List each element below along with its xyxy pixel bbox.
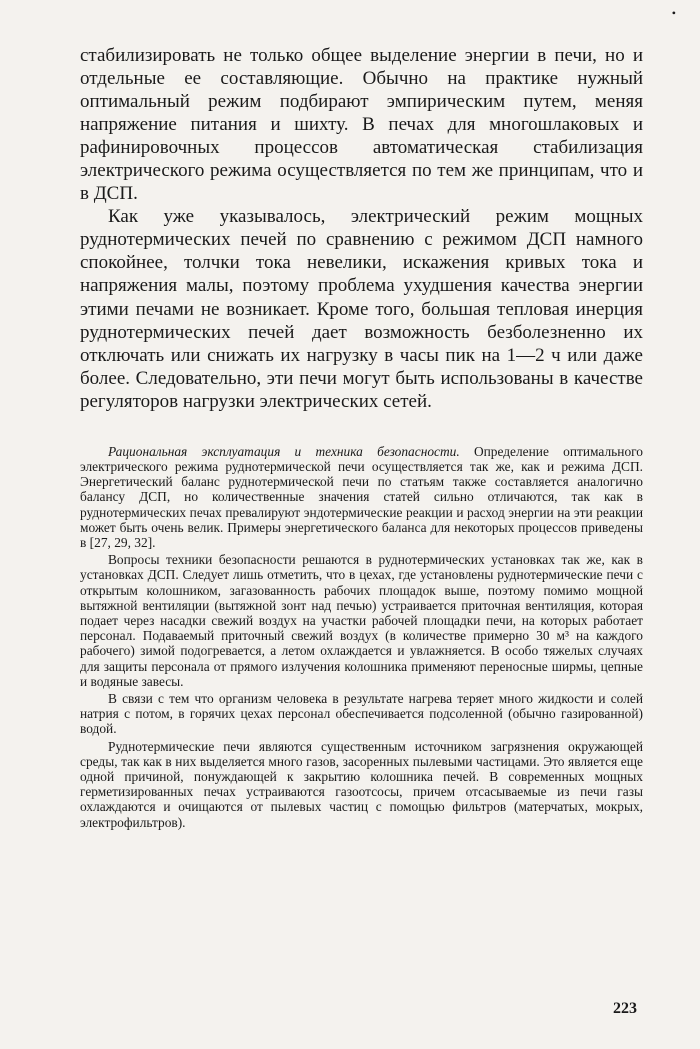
corner-mark: • <box>671 6 676 20</box>
paragraph-small-2: В связи с тем что организм человека в результате нагрева теряет много жидкости и солей натрия с потом, в горячих цехах персонал обеспечивается подсоленной (обычно газированной) водой. <box>80 691 643 737</box>
section-lead-paragraph <box>80 444 643 550</box>
page-number: 223 <box>613 1000 637 1017</box>
section-safety <box>80 444 643 830</box>
page-body <box>80 44 643 832</box>
section-heading: Рациональная эксплуатация и техника безопасности. <box>108 443 460 459</box>
paragraph-large-1: стабилизировать не только общее выделение энергии в печи, но и отдельные ее составляющие. Обычно на практике нужный оптимальный режим подбирают эмпирическим путем, меняя напряжение питания и шихту. В печах для многошлаковых и рафинировочных процессов автоматическая стабилизация электрического режима осуществляется по тем же принципам, что и в ДСП. <box>80 45 643 205</box>
paragraph-large-2: Как уже указывалось, электрический режим мощных руднотермических печей по сравнению с режимом ДСП намного спокойнее, толчки тока невелики, искажения кривых тока и напряжения малы, поэтому проблема ухудшения качества энергии этими печами не возникает. Кроме того, большая тепловая инерция руднотермических печей дает возможность безболезненно их отключать или снижать их нагрузку в часы пик на 1—2 ч или даже более. Следовательно, эти печи могут быть использованы в качестве регуляторов нагрузки электрических сетей. <box>80 206 643 412</box>
paragraph-small-1: Вопросы техники безопасности решаются в руднотермических установках так же, как в установках ДСП. Следует лишь отметить, что в цехах, где установлены руднотермические печи с открытым колошником, загазованность рабочих площадок выше, поэтому помимо мощной вытяжной вентиляции (вытяжной зонт над печью) устраивается приточная вентиляция, которая подает через насадки свежий воздух на участки рабочей площадки печи, на которых работает персонал. Подаваемый приточный свежий воздух (в количестве примерно 30 м³ на каждого рабочего) зимой подогревается, а летом охлаждается и увлажняется. В особо тяжелых случаях для защиты персонала от прямого излучения колошника применяют переносные ширмы, цепные и водяные завесы. <box>80 552 643 689</box>
paragraph-small-3: Руднотермические печи являются существенным источником загрязнения окружающей среды, так как в них выделяется много газов, засоренных пылевыми частицами. Это является еще одной причиной, понуждающей к закрытию колошника печей. В современных мощных герметизированных печах устраиваются газоотсосы, причем отсасываемые из печи газы охлаждаются и очищаются от пылевых частиц с помощью фильтров (матерчатых, мокрых, электрофильтров). <box>80 738 643 830</box>
section-lead-text: Определение оптимального электрического режима руднотермической печи осуществляется так же, как и режима ДСП. Энергетический баланс руднотермической печи по статьям также составляется аналогично балансу ДСП, но количественные значения статей сильно отличаются, так как в руднотермических печах превалируют эндотермические реакции и расход энергии на эти реакции может быть очень велик. Примеры энергетического баланса для некоторых процессов приведены в [27, 29, 32]. <box>80 443 643 550</box>
